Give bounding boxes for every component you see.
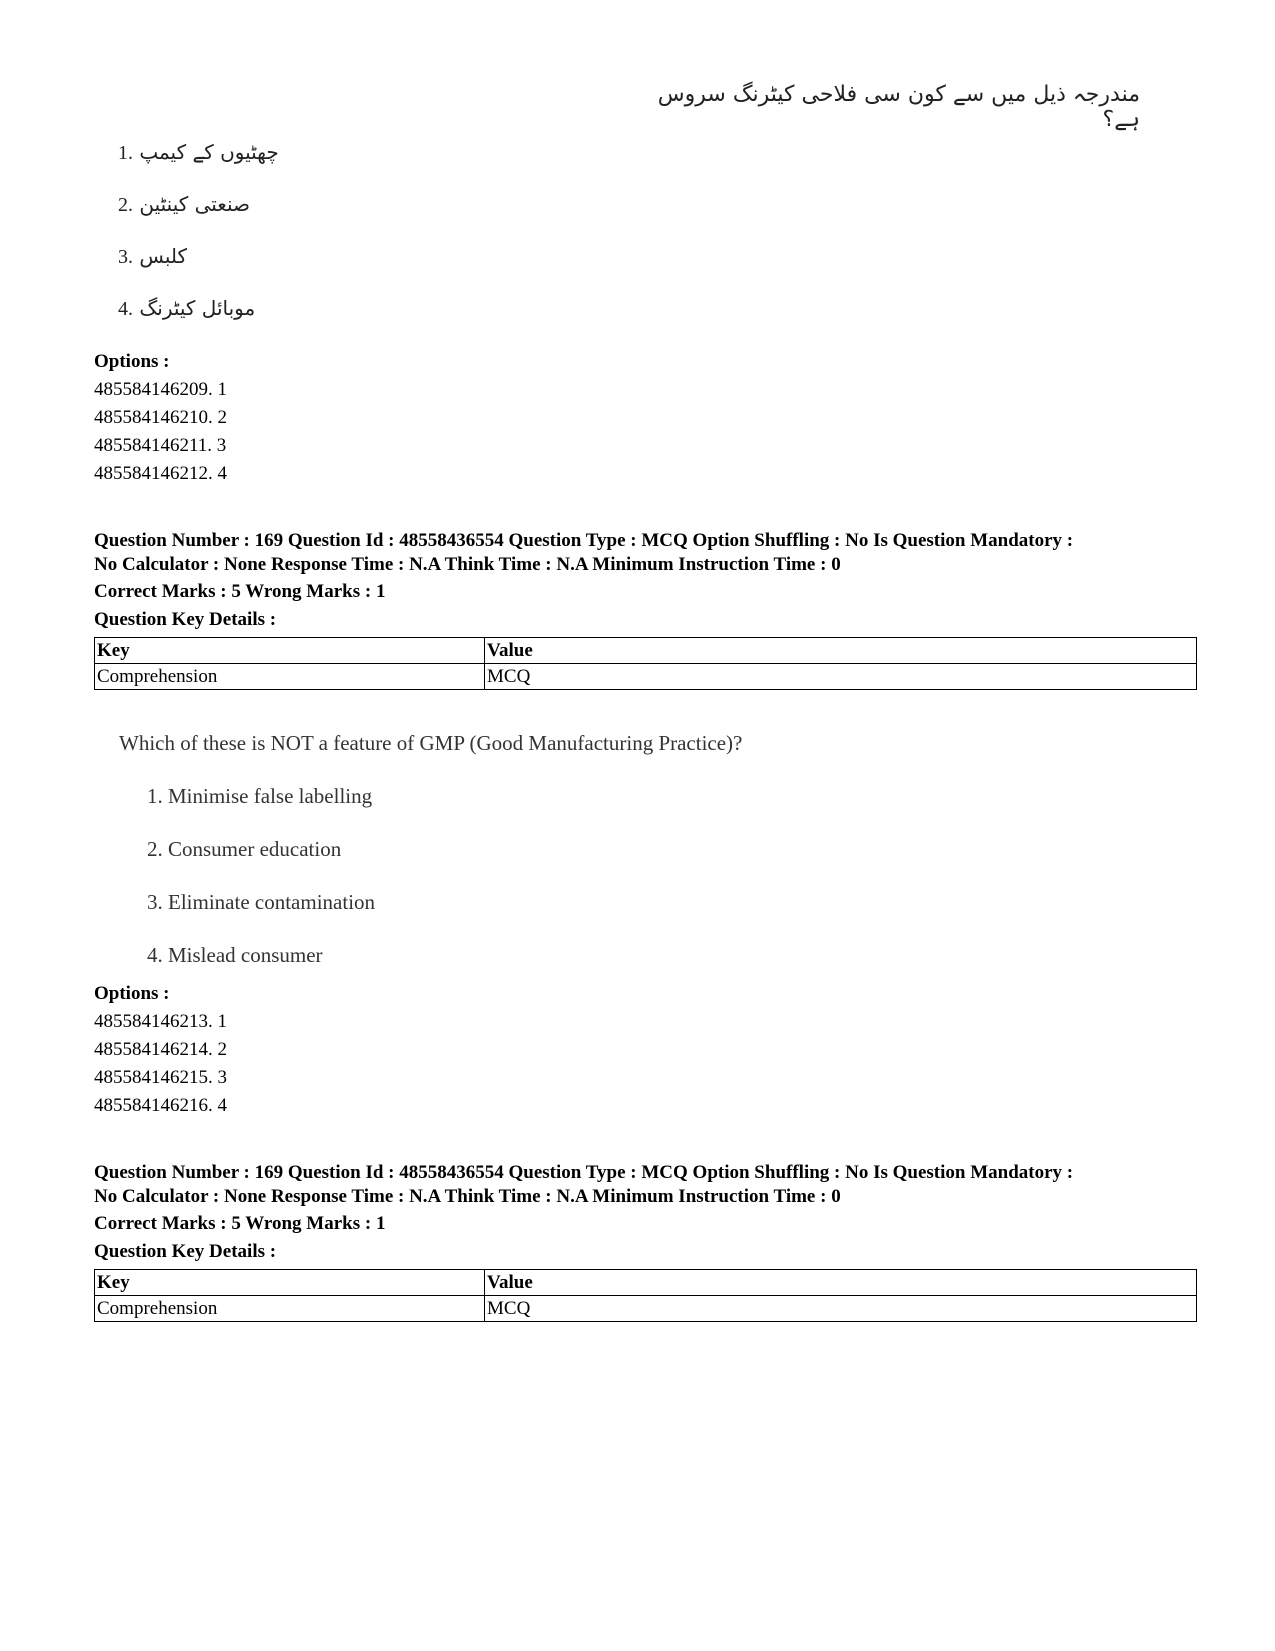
urdu-option-3 [118,244,187,269]
urdu-option-label: موبائل کیٹرنگ [139,296,256,320]
urdu-question-text: مندرجہ ذیل میں سے کون سی فلاحی کیٹرنگ سروس ہے؟ [657,82,1140,132]
key-details-label: Question Key Details : [94,609,277,630]
urdu-option-2 [118,192,250,217]
key-details-label: Question Key Details : [94,1241,277,1262]
question-meta-line-1: Question Number : 169 Question Id : 48558436554 Question Type : MCQ Option Shuffling : No Is Question Mandatory : [94,1162,1074,1183]
urdu-option-label: چھٹیوں کے کیمپ [139,140,279,164]
table-header-value: Value [485,1270,1197,1296]
option-line: 485584146216. 4 [94,1095,227,1116]
question-text: Which of these is NOT a feature of GMP (Good Manufacturing Practice)? [119,731,743,755]
question-option: 1. Minimise false labelling [147,784,373,808]
question-meta [94,1161,1204,1209]
urdu-option-number: 3. [118,246,133,268]
urdu-option-label: صنعتی کینٹین [139,192,250,216]
option-line: 485584146211. 3 [94,435,227,456]
option-line: 485584146209. 1 [94,379,227,400]
option-line: 485584146213. 1 [94,1011,227,1032]
urdu-option-number: 2. [118,194,133,216]
table-cell-value: MCQ [485,664,1197,690]
key-details-table [94,1269,1197,1322]
urdu-option-4 [118,296,255,321]
option-line: 485584146210. 2 [94,407,227,428]
question-meta-line-2: No Calculator : None Response Time : N.A Think Time : N.A Minimum Instruction Time : 0 [94,1186,841,1207]
table-header-key: Key [95,1270,485,1296]
marks-line: Correct Marks : 5 Wrong Marks : 1 [94,581,386,602]
option-line: 485584146214. 2 [94,1039,227,1060]
table-row [95,664,1197,690]
urdu-option-number: 4. [118,298,133,320]
table-cell-value: MCQ [485,1296,1197,1322]
option-line: 485584146212. 4 [94,463,227,484]
table-cell-key: Comprehension [95,664,485,690]
option-line: 485584146215. 3 [94,1067,227,1088]
question-option: 4. Mislead consumer [147,943,323,967]
table-header-row [95,1270,1197,1296]
marks-line: Correct Marks : 5 Wrong Marks : 1 [94,1213,386,1234]
urdu-option-1 [118,140,279,165]
table-row [95,1296,1197,1322]
table-header-row [95,638,1197,664]
question-option: 2. Consumer education [147,837,342,861]
question-meta-line-2: No Calculator : None Response Time : N.A Think Time : N.A Minimum Instruction Time : 0 [94,554,841,575]
urdu-option-label: کلبس [139,244,188,268]
table-header-key: Key [95,638,485,664]
options-label: Options : [94,351,170,372]
question-meta-line-1: Question Number : 169 Question Id : 48558436554 Question Type : MCQ Option Shuffling : No Is Question Mandatory : [94,530,1074,551]
key-details-table [94,637,1197,690]
urdu-option-number: 1. [118,142,133,164]
table-header-value: Value [485,638,1197,664]
question-meta [94,529,1204,577]
table-cell-key: Comprehension [95,1296,485,1322]
options-label: Options : [94,983,170,1004]
question-option: 3. Eliminate contamination [147,890,376,914]
